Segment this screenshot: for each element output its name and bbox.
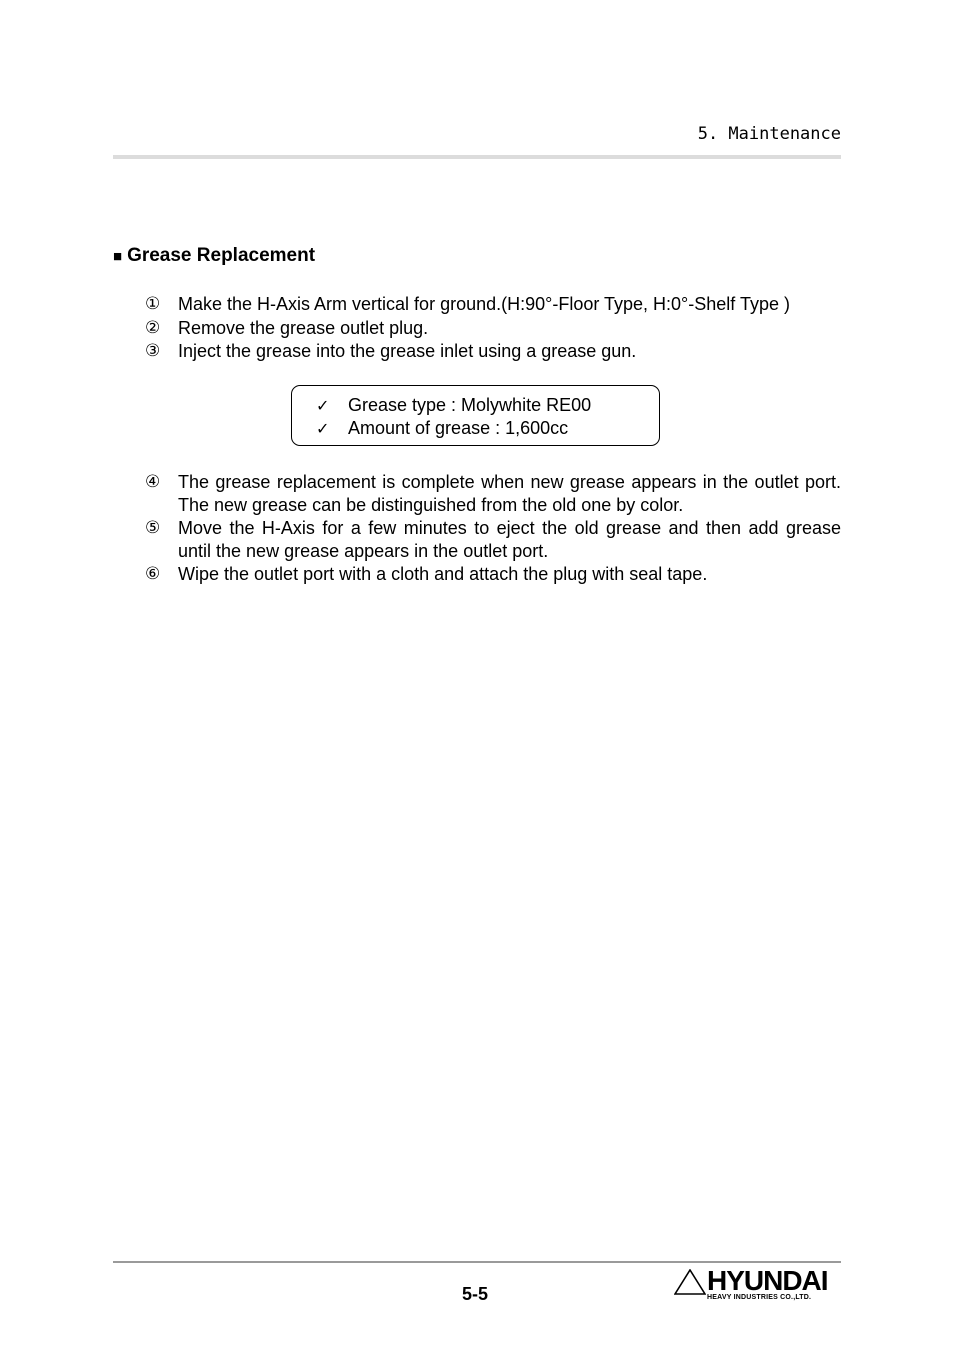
spec-item-grease-amount bbox=[316, 417, 568, 440]
logo-wordmark: HYUNDAI bbox=[707, 1265, 828, 1296]
square-bullet-icon: ■ bbox=[113, 248, 123, 265]
footer-divider bbox=[113, 1261, 841, 1263]
spec-item-grease-type bbox=[316, 394, 591, 417]
section-heading-text: Grease Replacement bbox=[127, 245, 316, 266]
hyundai-logo bbox=[674, 1265, 836, 1304]
step-text: Move the H-Axis for a few minutes to eject the old grease and then add grease until the new grease appears in the outlet port. bbox=[178, 518, 841, 561]
logo-triangle-icon bbox=[674, 1269, 706, 1295]
spec-item-text: Grease type : Molywhite RE00 bbox=[348, 395, 592, 415]
step-2 bbox=[145, 317, 841, 340]
grease-spec-box bbox=[291, 385, 660, 446]
step-3 bbox=[145, 340, 841, 363]
checkmark-icon: ✓ bbox=[316, 419, 330, 438]
step-number: ⑥ bbox=[145, 564, 161, 584]
step-4 bbox=[145, 471, 841, 517]
step-number: ④ bbox=[145, 472, 161, 492]
step-text: Inject the grease into the grease inlet using a grease gun. bbox=[178, 341, 637, 361]
section-heading bbox=[113, 245, 315, 267]
step-1 bbox=[145, 293, 841, 316]
checkmark-icon: ✓ bbox=[316, 396, 330, 415]
step-text: Make the H-Axis Arm vertical for ground.(H:90°-Floor Type, H:0°-Shelf Type ) bbox=[178, 294, 790, 314]
step-5 bbox=[145, 517, 841, 563]
step-text: Wipe the outlet port with a cloth and attach the plug with seal tape. bbox=[178, 564, 708, 584]
step-number: ② bbox=[145, 318, 161, 338]
logo-subtitle: HEAVY INDUSTRIES CO.,LTD. bbox=[707, 1294, 812, 1301]
header-divider bbox=[113, 155, 841, 159]
page-number: 5-5 bbox=[462, 1284, 489, 1304]
spec-item-text: Amount of grease : 1,600cc bbox=[348, 418, 569, 438]
step-6 bbox=[145, 563, 841, 586]
step-text: Remove the grease outlet plug. bbox=[178, 318, 429, 338]
step-text: The grease replacement is complete when new grease appears in the outlet port. The new grease can be distinguished from the old one by color. bbox=[178, 472, 841, 515]
step-number: ③ bbox=[145, 341, 161, 361]
running-header: 5. Maintenance bbox=[697, 124, 841, 144]
step-number: ⑤ bbox=[145, 518, 161, 538]
step-number: ① bbox=[145, 294, 161, 314]
